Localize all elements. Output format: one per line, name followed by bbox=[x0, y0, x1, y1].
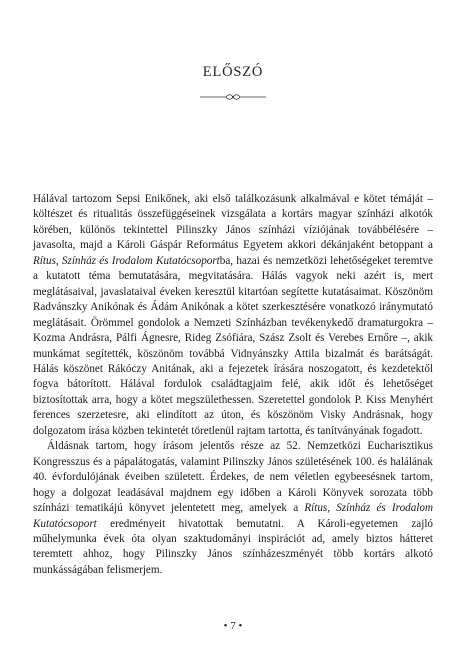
text-run: Hálával tartozom Sepsi Enikőnek, aki első találkozásunk alkalmával e kötet témáját – költészet és ritualitás összefüggéseinek vizsgálata a kortárs magyar színházi alkotók körében, különös tekintettel Pilinszky János színházi víziójának továbbélésére – javasolta, majd a Károli Gáspár Református Egyetem akkori dékánjaként betoppant a bbox=[33, 193, 433, 252]
paragraph-1 bbox=[33, 192, 433, 439]
text-run: ba, hazai és nemzetközi lehetőségeket teremtve a kutatott téma bemutatására, megvitatására. Hálás vagyok neki azért is, mert meglátásaival, javaslataival éveken keresztül kitartóan segítette kutatásaimat. Köszönöm Radvánszky Anikónak és Ádám Anikónak a kötet szerkesztésére vonatkozó iránymutató meglátásait. Örömmel gondolok a Nemzeti Színházban tevékenykedő dramaturgokra – Kozma Andrásra, Pálfi Ágnesre, Rideg Zsófiára, Szász Zsolt és Verebes Ernőre –, akik munkámat segítették, köszönöm továbbá Vidnyánszky Attila bizalmát és barátságát. Hálás köszönet Rákóczy Anitának, aki a fejezetek írására noszogatott, és kezdetektől fogva bátorított. Hálával fordulok családtagjaim felé, akik időt és lehetőséget biztosítottak arra, hogy a kötet megszülethessen. Szeretettel gondolok P. Kiss Menyhért ferences szerzetesre, aki elindított az úton, és köszönöm Visky Andrásnak, hogy dolgozatom írása közben tekintetét töretlenül rajtam tartotta, és tanítványának fogadott. bbox=[33, 254, 433, 437]
group-name-italic: Rítus, Színház és Irodalom Kutatócsoport bbox=[33, 254, 220, 267]
text-run: eredményeit hivatottak bemutatni. A Károli-egyetemen zajló műhelymunka évek óta olyan szaktudományi inspirációt ad, amely biztos hátteret teremtett ahhoz, hogy Pilinszky János színházeszményét több kortárs alkotó munkásságában felismerjem. bbox=[33, 517, 433, 576]
bullet-right: • bbox=[238, 620, 243, 632]
bullet-left: • bbox=[223, 620, 228, 632]
text-run: Áldásnak tartom, hogy írásom jelentős része az 52. Nemzetközi Eucharisztikus Kongresszus és a pápalátogatás, valamint Pilinszky János születésének 100. és halálának 40. évfordulójának éveiben született. Érdekes, de nem véletlen egybeesésnek tartom, hogy a dolgozat leadásával majdnem egy időben a Károli Könyvek sorozata több színházi tematikájú könyvet jelentetett meg, amelyek a bbox=[33, 440, 433, 515]
flourish-divider-icon bbox=[200, 92, 266, 102]
chapter-heading: ELŐSZÓ bbox=[202, 64, 264, 80]
foreword-body bbox=[33, 192, 433, 578]
page-number-value: 7 bbox=[230, 620, 236, 632]
group-name-italic: Rítus, Színház és Irodalom Kutatócsoport bbox=[33, 502, 433, 530]
paragraph-2 bbox=[33, 439, 433, 578]
page-number bbox=[0, 620, 466, 632]
